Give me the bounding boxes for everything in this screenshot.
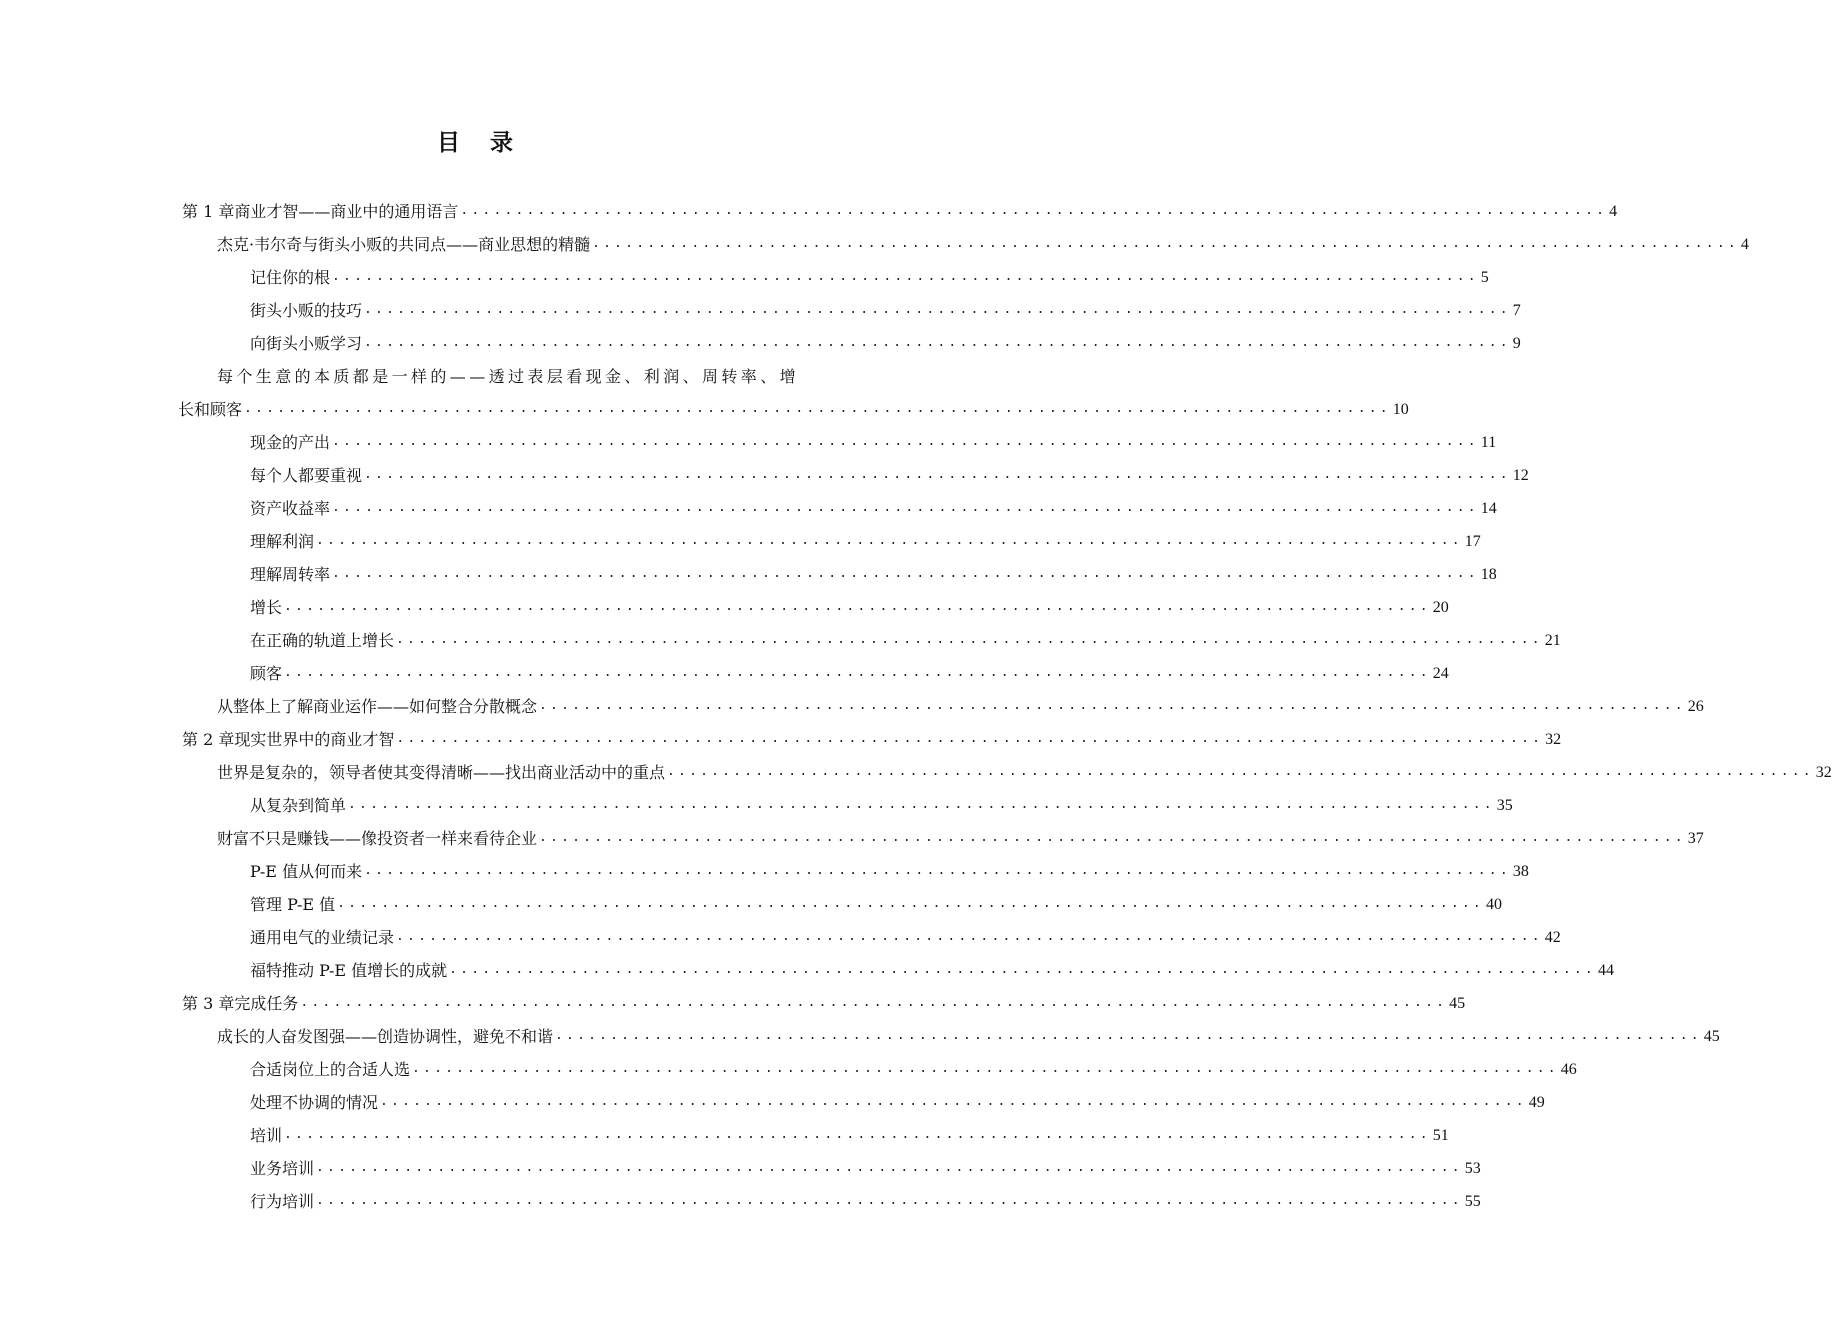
toc-entry-chapter-1[interactable]	[182, 196, 1618, 222]
leader-dots: ........................................................................................................	[396, 731, 1544, 746]
leader-dots: ........................................................................................................	[667, 764, 1814, 779]
toc-entry-subsection[interactable]	[250, 427, 1497, 453]
leader-dots: ........................................................................................................	[396, 632, 1543, 647]
toc-entry-text: 记住你的根	[250, 268, 331, 287]
toc-entry-page: 32	[1815, 764, 1832, 781]
leader-dots: ........................................................................................................	[300, 995, 1448, 1010]
leader-dots: ........................................................................................................	[332, 269, 1479, 284]
toc-title-char-2: 录	[490, 129, 513, 156]
toc-entry-text: 长和顾客	[178, 400, 243, 419]
toc-entry-chapter-3[interactable]	[182, 988, 1466, 1014]
toc-entry-subsection[interactable]	[250, 328, 1521, 354]
toc-entry-subsection[interactable]	[250, 658, 1449, 684]
toc-entry-page: 26	[1687, 698, 1704, 715]
leader-dots: ........................................................................................................	[316, 533, 1463, 548]
toc-entry-page: 40	[1485, 896, 1502, 913]
toc-entry-page: 18	[1480, 566, 1497, 583]
toc-entry-text: 处理不协调的情况	[250, 1093, 379, 1112]
toc-entry-text: 成长的人奋发图强——创造协调性，避免不和谐	[217, 1027, 554, 1046]
toc-entry-subsection[interactable]	[250, 889, 1502, 915]
toc-entry-subsection[interactable]	[250, 295, 1521, 321]
toc-entry-text: 现金的产出	[250, 433, 331, 452]
toc-entry-subsection[interactable]	[250, 625, 1561, 651]
leader-dots: ........................................................................................................	[364, 863, 1511, 878]
toc-entry-text: 资产收益率	[250, 499, 331, 518]
toc-entry-subsection[interactable]	[250, 559, 1497, 585]
leader-dots: ........................................................................................................	[332, 566, 1479, 581]
toc-entry-subsection[interactable]	[250, 592, 1449, 618]
toc-entry-text: 理解周转率	[250, 565, 331, 584]
toc-entry-text: 第 2 章现实世界中的商业才智	[182, 730, 395, 749]
toc-entry-subsection[interactable]	[250, 1186, 1481, 1212]
toc-entry-page: 4	[1609, 203, 1618, 220]
leader-dots: ........................................................................................................	[364, 302, 1511, 317]
leader-dots: ........................................................................................................	[555, 1028, 1702, 1043]
leader-dots: ........................................................................................................	[244, 401, 1391, 416]
toc-title-char-1: 目	[437, 129, 460, 156]
toc-entry-subsection[interactable]	[250, 493, 1497, 519]
toc-entry-text: 合适岗位上的合适人选	[250, 1060, 411, 1079]
toc-entry-page: 55	[1464, 1193, 1481, 1210]
leader-dots: ........................................................................................................	[284, 599, 1431, 614]
toc-entry-page: 35	[1496, 797, 1513, 814]
toc-entry-text: 通用电气的业绩记录	[250, 928, 395, 947]
toc-entry-text: 行为培训	[250, 1192, 315, 1211]
toc-entry-subsection[interactable]	[250, 1120, 1449, 1146]
toc-entry-subsection[interactable]	[250, 856, 1529, 882]
toc-entry-text: 从复杂到简单	[250, 796, 347, 815]
leader-dots: ........................................................................................................	[449, 962, 1596, 977]
toc-entry-page: 20	[1432, 599, 1449, 616]
toc-entry-text: 第 3 章完成任务	[182, 994, 299, 1013]
toc-entry-section[interactable]	[217, 691, 1704, 717]
toc-entry-subsection[interactable]	[250, 1054, 1577, 1080]
toc-entry-text: 杰克·韦尔奇与街头小贩的共同点——商业思想的精髓	[217, 235, 591, 254]
toc-entry-page: 32	[1545, 731, 1562, 748]
toc-entry-text: 财富不只是赚钱——像投资者一样来看待企业	[217, 829, 538, 848]
leader-dots: ........................................................................................................	[337, 896, 1484, 911]
toc-entry-page: 46	[1560, 1061, 1577, 1078]
toc-entry-page: 4	[1740, 236, 1749, 253]
toc-entry-text: 增长	[250, 598, 283, 617]
toc-entry-page: 12	[1512, 467, 1529, 484]
leader-dots: ........................................................................................................	[412, 1061, 1559, 1076]
leader-dots: ........................................................................................................	[396, 929, 1543, 944]
toc-entry-page: 37	[1687, 830, 1704, 847]
toc-entry-text: 向街头小贩学习	[250, 334, 363, 353]
leader-dots: ........................................................................................................	[284, 1127, 1431, 1142]
toc-entry-text: 顾客	[250, 664, 283, 683]
toc-entry-page: 44	[1597, 962, 1614, 979]
toc-entry-page: 9	[1512, 335, 1521, 352]
toc-entry-page: 14	[1480, 500, 1497, 517]
toc-entry-section-wrapped-line[interactable]	[217, 361, 799, 387]
toc-entry-section[interactable]	[217, 757, 1832, 783]
leader-dots: ........................................................................................................	[539, 830, 1686, 845]
toc-entry-section[interactable]	[217, 229, 1749, 255]
toc-entry-page: 24	[1432, 665, 1449, 682]
toc-entry-subsection[interactable]	[250, 1153, 1481, 1179]
toc-entry-page: 7	[1512, 302, 1521, 319]
toc-entry-subsection[interactable]	[250, 790, 1513, 816]
toc-title	[0, 124, 950, 157]
toc-entry-page: 42	[1544, 929, 1561, 946]
toc-entry-page: 11	[1480, 434, 1497, 451]
leader-dots: ........................................................................................................	[316, 1160, 1463, 1175]
toc-entry-text: 福特推动 P-E 值增长的成就	[250, 961, 448, 980]
leader-dots: ........................................................................................................	[460, 203, 1608, 218]
toc-entry-text: 世界是复杂的，领导者使其变得清晰——找出商业活动中的重点	[217, 763, 666, 782]
toc-entry-text: 街头小贩的技巧	[250, 301, 363, 320]
leader-dots: ........................................................................................................	[284, 665, 1431, 680]
toc-entry-text: P-E 值从何而来	[250, 862, 363, 881]
toc-entry-chapter-2[interactable]	[182, 724, 1562, 750]
toc-entry-page: 45	[1449, 995, 1466, 1012]
leader-dots: ........................................................................................................	[539, 698, 1686, 713]
toc-entry-page: 53	[1464, 1160, 1481, 1177]
toc-entry-page: 38	[1512, 863, 1529, 880]
toc-entry-subsection[interactable]	[250, 460, 1529, 486]
toc-entry-page: 49	[1528, 1094, 1545, 1111]
leader-dots: ........................................................................................................	[380, 1094, 1527, 1109]
toc-entry-page: 21	[1544, 632, 1561, 649]
toc-entry-text: 每个生意的本质都是一样的——透过表层看现金、利润、周转率、增	[217, 367, 800, 386]
toc-entry-section-continued[interactable]	[178, 394, 1409, 420]
toc-entry-page: 17	[1464, 533, 1481, 550]
leader-dots: ........................................................................................................	[592, 236, 1739, 251]
toc-entry-text: 培训	[250, 1126, 283, 1145]
toc-entry-page: 10	[1392, 401, 1409, 418]
leader-dots: ........................................................................................................	[364, 467, 1511, 482]
leader-dots: ........................................................................................................	[316, 1193, 1463, 1208]
toc-entry-text: 从整体上了解商业运作——如何整合分散概念	[217, 697, 538, 716]
toc-entry-section[interactable]	[217, 823, 1704, 849]
toc-entry-text: 每个人都要重视	[250, 466, 363, 485]
toc-entry-page: 5	[1480, 269, 1489, 286]
toc-entry-text: 业务培训	[250, 1159, 315, 1178]
leader-dots: ........................................................................................................	[364, 335, 1511, 350]
toc-entry-page: 51	[1432, 1127, 1449, 1144]
toc-entry-text: 理解利润	[250, 532, 315, 551]
leader-dots: ........................................................................................................	[348, 797, 1495, 812]
leader-dots: ........................................................................................................	[332, 500, 1479, 515]
toc-entry-subsection[interactable]	[250, 1087, 1545, 1113]
toc-entry-subsection[interactable]	[250, 922, 1561, 948]
toc-entry-subsection[interactable]	[250, 262, 1489, 288]
toc-entry-text: 管理 P-E 值	[250, 895, 336, 914]
toc-entry-subsection[interactable]	[250, 955, 1614, 981]
toc-entry-section[interactable]	[217, 1021, 1720, 1047]
toc-entry-page: 45	[1703, 1028, 1720, 1045]
toc-entry-text: 在正确的轨道上增长	[250, 631, 395, 650]
toc-entry-text: 第 1 章商业才智——商业中的通用语言	[182, 202, 459, 221]
toc-entry-subsection[interactable]	[250, 526, 1481, 552]
leader-dots: ........................................................................................................	[332, 434, 1479, 449]
